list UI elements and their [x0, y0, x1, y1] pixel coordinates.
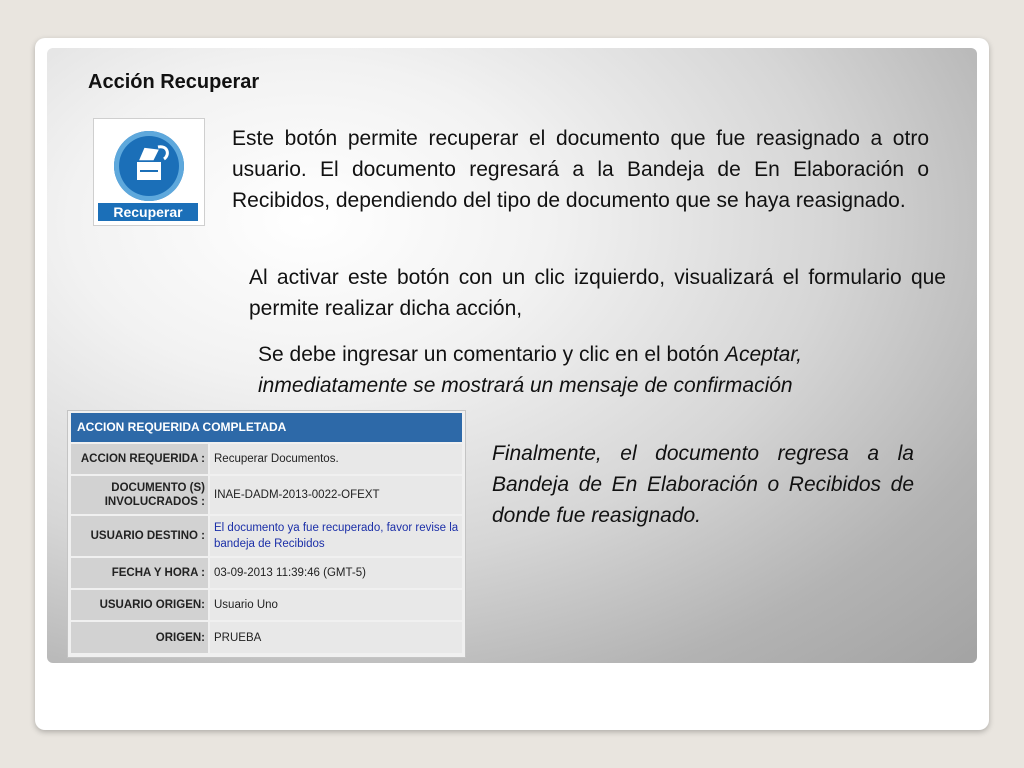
row-label: DOCUMENTO (S) INVOLUCRADOS :: [71, 476, 208, 514]
table-row: [71, 622, 462, 653]
recover-document-icon: [114, 131, 184, 201]
row-value: 03-09-2013 11:39:46 (GMT-5): [210, 558, 462, 588]
row-value: Usuario Uno: [210, 590, 462, 620]
table-row: [71, 516, 462, 556]
paragraph-final: Finalmente, el documento regresa a la Bandeja de En Elaboración o Recibidos de donde fue reasignado.: [492, 442, 914, 527]
table-row: [71, 590, 462, 620]
row-label: ACCION REQUERIDA :: [71, 444, 208, 474]
row-value: El documento ya fue recuperado, favor revise la bandeja de Recibidos: [210, 516, 462, 556]
row-value: Recuperar Documentos.: [210, 444, 462, 474]
table-row: [71, 476, 462, 514]
row-label: ORIGEN:: [71, 622, 208, 653]
table-row: [71, 444, 462, 474]
paragraph-confirmation-lead: Se debe ingresar un comentario y clic en el botón: [258, 343, 725, 366]
row-value: PRUEBA: [210, 622, 462, 653]
row-label: USUARIO ORIGEN:: [71, 590, 208, 620]
row-label: USUARIO DESTINO :: [71, 516, 208, 556]
paragraph-activation: Al activar este botón con un clic izquierdo, visualizará el formulario que permite realizar dicha acción,: [249, 266, 946, 320]
table-header: ACCION REQUERIDA COMPLETADA: [71, 413, 462, 442]
logo-label: Recuperar: [98, 203, 198, 221]
table-row: [71, 558, 462, 588]
paragraph-confirmation: [258, 339, 930, 401]
row-value: INAE-DADM-2013-0022-OFEXT: [210, 476, 462, 514]
confirmation-table: [67, 410, 466, 658]
paragraph-confirmation-italic: Aceptar, inmediatamente se mostrará un mensaje de confirmación: [258, 343, 803, 397]
recuperar-button-image: [93, 118, 205, 226]
slide-title: Acción Recuperar: [88, 71, 260, 93]
row-label: FECHA Y HORA :: [71, 558, 208, 588]
paragraph-description: Este botón permite recuperar el documento que fue reasignado a otro usuario. El documento regresará a la Bandeja de En Elaboración o Recibidos, dependiendo del tipo de documento que se haya reasignado.: [232, 127, 929, 212]
